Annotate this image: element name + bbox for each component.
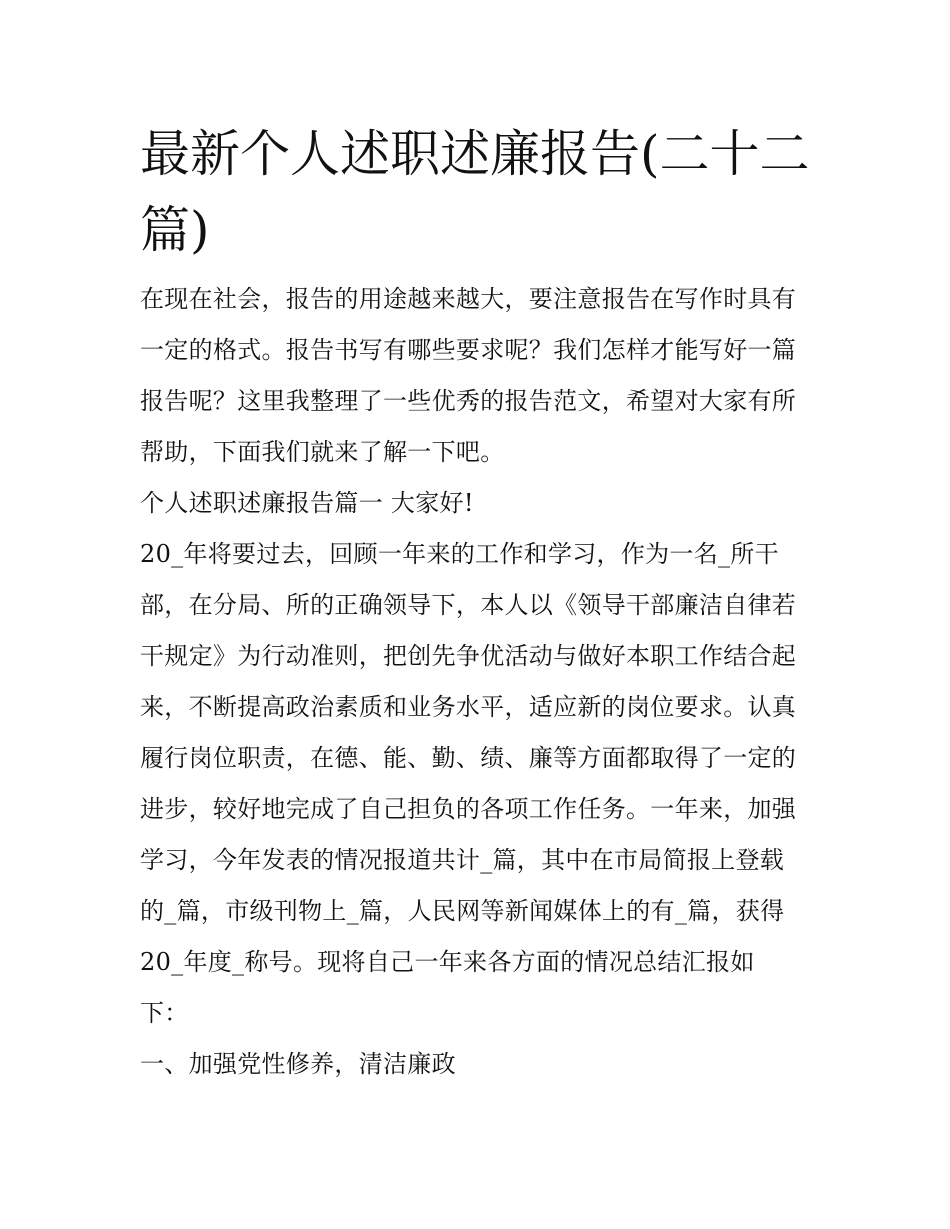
intro-line-4: 帮助，下面我们就来了解一下吧。 [140,438,505,466]
body-line-10: 下： [140,999,189,1027]
body-line-8: 的_篇，市级刊物上_篇，人民网等新闻媒体上的有_篇，获得 [140,897,785,925]
body-line-5: 履行岗位职责，在德、能、勤、绩、廉等方面都取得了一定的 [140,744,797,772]
document-body [140,274,820,1090]
body-line-4: 来，不断提高政治素质和业务水平，适应新的岗位要求。认真 [140,693,797,721]
body-line-1: 20_年将要过去，回顾一年来的工作和学习，作为一名_所干 [140,540,779,568]
section-heading-line: 个人述职述廉报告篇一 大家好! [140,489,474,517]
document-title [140,116,820,268]
subsection-heading: 一、加强党性修养，清洁廉政 [140,1050,456,1078]
intro-line-2: 一定的格式。报告书写有哪些要求呢？我们怎样才能写好一篇 [140,336,797,364]
body-line-3: 干规定》为行动准则，把创先争优活动与做好本职工作结合起 [140,642,797,670]
intro-line-1: 在现在社会，报告的用途越来越大，要注意报告在写作时具有 [140,285,797,313]
title-line-1: 最新个人述职述廉报告(二十二 [140,125,810,183]
body-line-6: 进步，较好地完成了自己担负的各项工作任务。一年来，加强 [140,795,797,823]
title-line-2: 篇) [140,201,210,259]
body-line-9: 20_年度_称号。现将自己一年来各方面的情况总结汇报如 [140,948,755,976]
body-line-2: 部，在分局、所的正确领导下，本人以《领导干部廉洁自律若 [140,591,797,619]
body-line-7: 学习，今年发表的情况报道共计_篇，其中在市局简报上登载 [140,846,785,874]
intro-line-3: 报告呢？这里我整理了一些优秀的报告范文，希望对大家有所 [140,387,797,415]
